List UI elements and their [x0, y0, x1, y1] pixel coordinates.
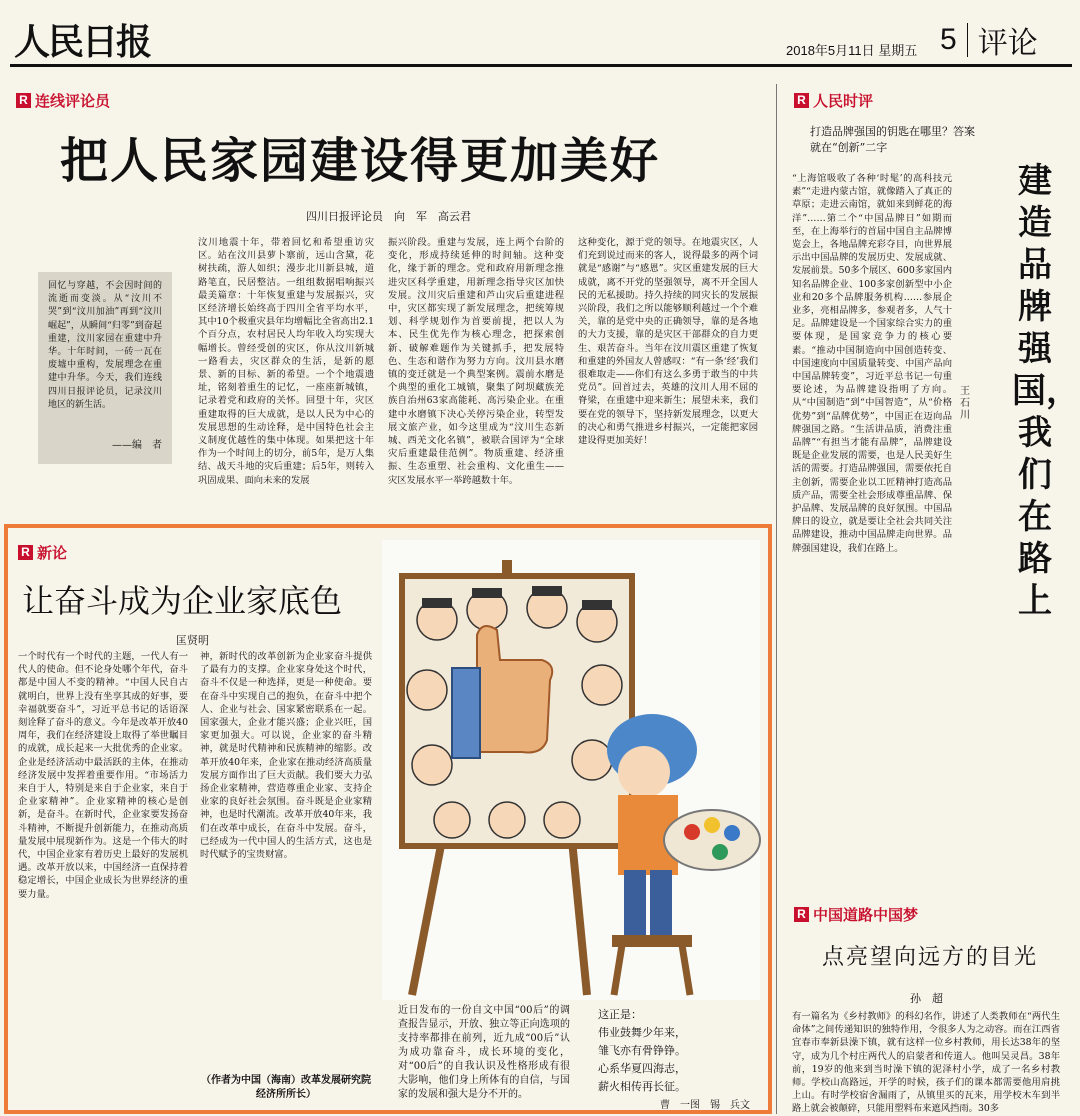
poem-line: 这正是： [598, 1008, 642, 1021]
article2-column-2: 神，新时代的改革创新为企业家奋斗提供了最有力的支撑。企业家身处这个时代，奋斗不仅是一种选择，更是一种使命。要在奋斗中实现自己的抱负，在奋斗中把个人、企业与社会、国家紧密联系在一起。国家强大，企业才能兴盛；企业兴旺，国家更加强大。可以说，企业家的奋斗精神，就是时代精神和民族精神的缩影。改革开放40年来，企业家在推动经济高质量发展方面作出了巨大贡献。我们要大力弘扬企业家精神，营造尊重企业家、支持企业家的良好社会氛围。奋斗既是企业家精神，也是时代潮流。改革开放40年来，我们在改革中成长，在奋斗中发展。奋斗，已经成为一代中国人的生活方式，这也是时代赋予的宝贵财富。 [200, 651, 372, 861]
editor-note [38, 272, 172, 464]
r-logo-icon: R [18, 545, 33, 560]
poem-line: 心系华夏四海志， [598, 1062, 686, 1075]
article1-headline: 把人民家园建设得更加美好 [60, 135, 661, 188]
cartoon-illustration [382, 540, 760, 1000]
article1-column-1: 汶川地震十年，带着回忆和希望重访灾区。站在汶川县萝卜寨前，远山含黛，花树扶疏，游人如织；漫步北川新县城，道路笔直，民居整洁。一组组数据唱响振兴最美篇章：十年恢复重建与发展振兴，灾区经济增长始终高于四川全省平均水平，其中10个极重灾县年均增幅比全省高出2.1个百分点，农村居民人均年收入均实现大幅增长。曾经受创的灾区，你从汶川新城一路看去，灾区群众的生活，是新的愿景、新的目标、新的希望。一个个地震遗址，铭刻着重生的记忆，一座座新城镇，记录着党和政府的关怀。回望十年，灾区重建取得的巨大成就，是以人民为中心的发展思想的生动诠释，是中国特色社会主义制度优越性的集中体现。如果把这十年作为一个时间上的切分，前5年，是万人集结、战天斗地的灾后重建；后5年，则转入巩固成果、面向未来的发展 [198, 237, 374, 486]
article3-byline: 孙 超 [910, 992, 943, 1005]
cartoon-caption: 近日发布的一份自文中国“00后”的调查报告显示，开放、独立等正向选项的支持率都排在前列，近九成“00后”认为成功靠奋斗，成长环境的变化，对“00后”的自我认识及性格形成有很大影响，他们身上所体有的自信，与国家的发展和强大是分不开的。 [398, 1005, 570, 1100]
right-body-bottom [792, 410, 1060, 888]
masthead-logo: 人民日报 [14, 21, 151, 63]
article2-sign: （作者为中国（海南）改革发展研究院经济所所长） [201, 1075, 371, 1100]
r-logo-icon: R [16, 93, 31, 108]
page-label [940, 20, 1060, 60]
section-name: 评论 [977, 27, 1038, 60]
masthead-rule [10, 64, 1072, 67]
poem-line: 伟业鼓舞少年来， [598, 1026, 686, 1039]
editor-note-text: 回忆与穿越，不会因时间的流逝而变淡。从“汶川不哭”到“汶川加油”再到“汶川崛起”，从瞬间“归零”到奋起重建，汶川家园在重建中升华。十年时间，一砖一瓦在废墟中重构，发展理念在重建中升华。今天，我们连线四川日报评论员，记录汶川地区的新生活。 [48, 281, 162, 410]
article3-headline: 点亮望向远方的目光 [822, 944, 1039, 969]
column-tag-shiping: R 人民时评 [794, 90, 873, 111]
right-headline: 建造品牌强国，我们在路上 [1012, 162, 1080, 620]
r-logo-icon: R [794, 93, 809, 108]
article3-body: 有一篇名为《乡村教师》的科幻名作，讲述了人类教师在“两代生命体”之间传递知识的独特作用，令很多人为之动容。而在江西省宜春市奉新县澡下镇，就有这样一位乡村教师，用长达38年的坚守，成为几个村庄两代人的启蒙者和传道人。他叫吴灵昌。38年前，19岁的他来到当时澡下镇的泥泽村小学，成了一名乡村教师。学校山高路远，开学的时候，孩子们的课本都需要他用肩挑上山。有时学校宿舍漏雨了，从镇里买的瓦来，用学校木车到半路上就会被颠碎，只能用塑料布来遮风挡雨。30多 [792, 1011, 1060, 1115]
r-logo-icon: R [794, 907, 809, 922]
illustration-credit: 曹 一图 锡 兵文 [660, 1100, 750, 1111]
poem-line: 雏飞亦有骨铮铮。 [598, 1044, 686, 1057]
article2-byline: 匡贤明 [176, 634, 209, 647]
cartoon-svg [382, 540, 760, 1000]
poem-line: 薪火相传再长征。 [598, 1080, 686, 1093]
right-author: 王石川 [960, 386, 970, 421]
article1-column-3: 这种变化，源于党的领导。在地震灾区，人们充到说过而来的客人，说得最多的两个词就是“感谢”与“感恩”。灾区重建发展的巨大成就，离不开党的坚强领导，离不开全国人民的无私援助。持久持续的同灾长的发展振兴阶段，我们之所以能够顺利越过一个个难关，靠的是党中央的正确领导，靠的是各地的大力支援，靠的是灾区干部群众的自力更生、艰苦奋斗。当年在汶川震区重建了恢复和重建的外国友人曾感叹：“有一条‘经’我们很难取走——你们有这么多勇于敢当的中共党员”。回首过去，英雄的汶川人用不屈的脊梁，在重建中迎来新生；展望未来，我们要在党的领导下，坚持新发展理念，以更大的决心和勇气推进乡村振兴，一定能把家园建设得更加美好！ [578, 237, 758, 447]
article1-byline: 四川日报评论员 向 军 高云君 [306, 210, 471, 223]
column-divider [776, 84, 777, 1114]
article2-column-1: 一个时代有一个时代的主题，一代人有一代人的使命。但不论身处哪个年代，奋斗都是中国人不变的精神。“中国人民自古就明白，世界上没有坐享其成的好事，要幸福就要奋斗”，习近平总书记的话语深刻诠释了奋斗的意义。今年是改革开放40周年，我们在经济建设上取得了举世瞩目的成就，成长起来一大批优秀的企业家。企业是经济活动中最活跃的主体，在推动经济发展中发挥着重要作用。“市场活力来自于人，特别是来自于企业家，来自于企业家精神”。企业家精神的核心是创新，是奋斗。在新时代，企业家要发扬奋斗精神，不断提升创新能力，在推动高质量发展中展现新作为。这是一个伟大的时代，中国企业家有着历史上最好的发展机遇。改革开放以来，中国经济一直保持着稳定增长，中国企业成长为世界经济的重要力量。 [18, 651, 188, 900]
column-tag-xinlun: R 新论 [18, 542, 67, 563]
page-number: 5 [940, 23, 968, 57]
cartoon-poem [598, 1006, 728, 1096]
column-tag-zhongguomeng: R 中国道路中国梦 [794, 904, 918, 925]
right-body-top: “上海馆吸收了各种‘时髦’的高科技元素”“走进内蒙古馆，就像踏入了真正的草原；走进云南馆，就如来到鲜花的海洋”……第二个“中国品牌日”如期而至，在上海举行的首届中国自主品牌博览会上，各地品牌充彩夺目，向世界展示出中国品牌的发展历史、发展成就、发展前景。50多个展区、600多家国内知名品牌企业、100多家创新型中小企业和20多个品牌服务机构……参展企业多，亮相品牌多，参观者多，人气十足。品牌建设是一个国家综合实力的重要体现，是国家竞争力的核心要素。“推动中国制造向中国创造转变、中国速度向中国质量转变、中国产品向中国品牌转变”，习近平总书记一句重要论述，为品牌建设指明了方向。从“中国制造”到“中国智造”，从“价格优势”到“品牌优势”，中国正在迈向品牌强国之路。“生活讲品质，消费注重品牌”“有担当才能有品牌”，品牌建设既是企业发展的需要，也是人民美好生活的需要。打造品牌强国，需要依托自主创新，需要企业以工匠精神打造高品质产品，需要全社会形成尊重品牌、保护品牌、发展品牌的良好氛围。中国品牌日的设立，就是要让全社会共同关注品牌建设，推动中国品牌走向世界。品牌强国建设，我们在路上。 [792, 173, 952, 554]
article1-column-2: 振兴阶段。重建与发展，连上两个台阶的变化，形成持续延伸的时间轴。这种变化，缘于新的理念。党和政府用新理念推进灾区科学重建，用新理念指导灾区加快发展。汶川灾后重建和芦山灾后重建进程中，灾区都实现了新发展理念，把统筹规划、科学规划作为首要前提，把以人为本、民生优先作为核心理念，把探索创新、破解难题作为关键抓手，把发展特色、生态和谐作为努力方向。汶川县水磨镇的变迁就是一个典型案例。震前水磨是个典型的重化工城镇，聚集了阿坝藏族羌族自治州63家高能耗、高污染企业。在重建中水磨镇下决心关停污染企业，转型发展文旅产业，如今这里成为“汶川生态新城、西羌文化名镇”，被联合国评为“全球灾后重建最佳范例”。物质重建、经济重振、生态重塑、社会重构、文化重生——灾区发展水平一举跨越数十年。 [388, 237, 564, 486]
issue-date: 2018年5月11日 星期五 [786, 43, 918, 58]
column-tag-lianxian: R 连线评论员 [16, 90, 110, 111]
article2-headline: 让奋斗成为企业家底色 [22, 583, 343, 619]
right-subtitle: 打造品牌强国的钥匙在哪里？答案就在“创新”二字 [810, 125, 975, 154]
editor-sign: ——编 者 [112, 440, 162, 451]
